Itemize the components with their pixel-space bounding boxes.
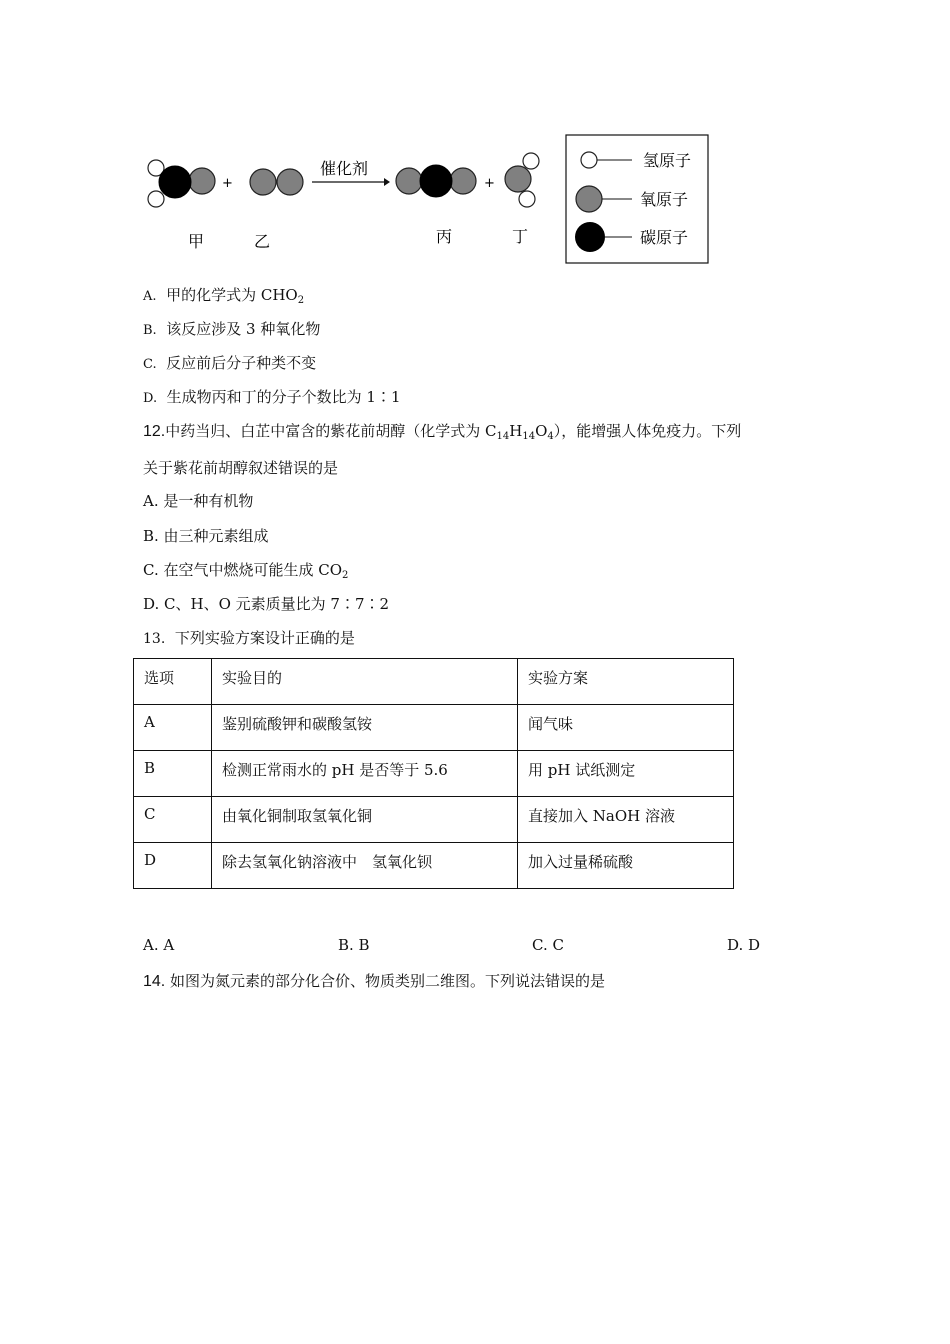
subscript: 14 [522,431,536,442]
table-row [134,751,734,797]
molecule-jia [148,160,215,207]
table-cell: 闻气味 [518,705,734,751]
plus-sign-1: + [222,176,233,191]
option-prefix: A. [143,289,157,304]
table-cell: 用 pH 试纸测定 [518,751,734,797]
reaction-arrow [312,178,390,186]
q14-stem [143,971,605,992]
question-number: 14. [143,973,166,990]
header-cell: 选项 [134,659,212,705]
table-cell: 由氧化铜制取氢氧化铜 [212,797,518,843]
answer-option-c: C. C [532,936,564,954]
table-cell: 检测正常雨水的 pH 是否等于 5.6 [212,751,518,797]
stem-text: 下列实验方案设计正确的是 [174,629,355,647]
legend-carbon-label: 碳原子 [640,228,689,247]
stem-text: ），能增强人体免疫力。下列 [553,422,742,440]
option-text: 反应前后分子种类不变 [166,354,317,372]
option-text: 该反应涉及 3 种氧化物 [166,320,321,338]
label-ding: 丁 [512,227,529,246]
table-cell: 直接加入 NaOH 溶液 [518,797,734,843]
q13-stem [143,628,355,649]
question-number: 12. [143,423,166,440]
molecule-bing [396,165,476,197]
option-text: 生成物丙和丁的分子个数比为 1∶1 [166,388,401,406]
subscript: 2 [342,570,349,581]
table-cell: A [134,705,212,751]
legend-carbon-icon [575,222,605,252]
option-prefix: D. [143,391,158,406]
table-row [134,797,734,843]
option-text: C. 在空气中燃烧可能生成 CO [143,561,343,579]
header-cell: 实验方案 [518,659,734,705]
molecule-ding [505,153,539,207]
stem-text: 如图为氮元素的部分化合价、物质类别二维图。下列说法错误的是 [170,972,606,990]
molecule-yi [250,169,303,195]
legend-box [566,135,708,263]
experiment-table [133,658,734,889]
q12-option-a: A. 是一种有机物 [143,492,254,510]
stem-text: H [509,422,523,440]
q11-option-a [143,285,304,307]
header-cell: 实验目的 [212,659,518,705]
table-header-row [134,659,734,705]
legend-oxygen-icon [576,186,602,212]
answer-option-d: D. D [727,936,761,954]
option-prefix: B. [143,323,157,338]
stem-text: 中药当归、白芷中富含的紫花前胡醇（化学式为 C [165,422,497,440]
option-prefix: C. [143,357,157,372]
table-cell: 除去氢氧化钠溶液中 氢氧化钡 [212,843,518,889]
subscript: 4 [547,431,554,442]
q11-option-c [143,353,316,375]
q12-stem-line2: 关于紫花前胡醇叙述错误的是 [143,459,339,477]
question-number: 13. [143,631,166,647]
stem-text: O [535,422,548,440]
table-cell: C [134,797,212,843]
table-cell: B [134,751,212,797]
subscript: 2 [297,295,305,306]
subscript: 14 [496,431,510,442]
answer-option-b: B. B [338,936,370,954]
option-text: 甲的化学式为 CHO [166,286,298,304]
legend-hydrogen-icon [581,152,597,168]
q11-option-b [143,319,320,341]
legend-oxygen-label: 氧原子 [640,190,689,209]
q12-option-c [143,560,348,580]
reaction-diagram [140,132,720,268]
catalyst-label: 催化剂 [320,159,369,178]
q11-option-d [143,387,401,409]
plus-sign-2: + [484,176,495,191]
table-row [134,843,734,889]
q12-stem-line1 [143,421,741,442]
q12-option-d: D. C、H、O 元素质量比为 7∶7∶2 [143,595,390,613]
label-jia: 甲 [188,232,205,251]
table-cell: D [134,843,212,889]
label-yi: 乙 [254,232,271,251]
legend-hydrogen-label: 氢原子 [643,151,692,170]
answer-option-a: A. A [143,936,175,954]
q12-option-b: B. 由三种元素组成 [143,527,269,545]
table-cell: 鉴别硫酸钾和碳酸氢铵 [212,705,518,751]
table-row [134,705,734,751]
label-bing: 丙 [436,227,453,246]
q13-answer-options [143,936,763,958]
table-cell: 加入过量稀硫酸 [518,843,734,889]
